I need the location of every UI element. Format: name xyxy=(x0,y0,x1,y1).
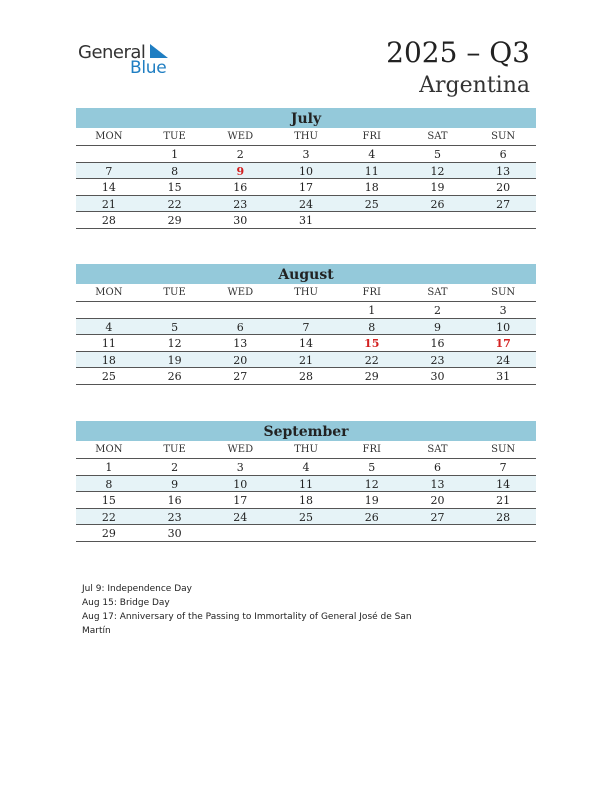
weekday-label: SAT xyxy=(427,444,448,455)
month-july xyxy=(76,108,536,229)
weekday-header-row xyxy=(76,441,536,459)
week-row xyxy=(76,179,536,196)
holiday-note: Aug 15: Bridge Day xyxy=(82,598,170,608)
generalblue-logo xyxy=(78,40,188,80)
weekday-header-row xyxy=(76,128,536,146)
weekday-label: SUN xyxy=(491,131,516,142)
day-cell: 13 xyxy=(233,337,248,350)
month-title: September xyxy=(76,421,536,441)
day-cell: 23 xyxy=(167,510,182,524)
day-cell: 20 xyxy=(496,181,511,194)
week-row xyxy=(76,509,536,526)
weekday-label: MON xyxy=(95,131,123,142)
weekday-label: SAT xyxy=(427,131,448,142)
holiday-day-cell: 9 xyxy=(236,164,245,178)
day-cell: 16 xyxy=(430,337,445,350)
day-cell: 4 xyxy=(368,148,376,161)
day-cell: 2 xyxy=(433,304,441,317)
day-cell: 1 xyxy=(105,461,113,474)
weekday-label: THU xyxy=(294,444,318,455)
day-cell: 26 xyxy=(430,197,445,211)
day-cell: 7 xyxy=(302,320,310,334)
weekday-label: FRI xyxy=(362,287,381,298)
day-cell: 13 xyxy=(430,477,445,491)
day-cell: 25 xyxy=(299,510,314,524)
day-cell: 11 xyxy=(101,337,116,350)
day-cell: 18 xyxy=(364,181,379,194)
day-cell: 12 xyxy=(167,337,182,350)
day-cell: 7 xyxy=(105,164,113,178)
week-row xyxy=(76,196,536,213)
day-cell: 19 xyxy=(167,353,182,367)
day-cell xyxy=(405,212,471,228)
day-cell: 8 xyxy=(105,477,113,491)
holiday-note: Jul 9: Independence Day xyxy=(82,584,192,594)
day-cell: 23 xyxy=(430,353,445,367)
day-cell: 15 xyxy=(101,494,116,507)
day-cell: 9 xyxy=(433,320,441,334)
holiday-day-cell: 15 xyxy=(364,337,380,350)
day-cell: 22 xyxy=(364,353,379,367)
weekday-label: MON xyxy=(95,444,123,455)
weekday-label: SUN xyxy=(491,287,516,298)
day-cell: 29 xyxy=(101,527,116,540)
day-cell: 28 xyxy=(299,370,314,383)
day-cell: 20 xyxy=(430,494,445,507)
weekday-label: THU xyxy=(294,287,318,298)
day-cell: 17 xyxy=(233,494,248,507)
day-cell: 10 xyxy=(233,477,248,491)
day-cell: 22 xyxy=(167,197,182,211)
day-cell xyxy=(76,302,142,318)
day-cell: 27 xyxy=(430,510,445,524)
day-cell xyxy=(142,302,208,318)
day-cell: 18 xyxy=(299,494,314,507)
day-cell: 17 xyxy=(299,181,314,194)
week-row xyxy=(76,319,536,336)
weekday-label: THU xyxy=(294,131,318,142)
month-title: August xyxy=(76,264,536,284)
day-cell xyxy=(339,525,405,541)
weekday-label: TUE xyxy=(163,131,186,142)
week-row xyxy=(76,476,536,493)
day-cell: 5 xyxy=(433,148,441,161)
day-cell xyxy=(405,525,471,541)
day-cell: 21 xyxy=(496,494,511,507)
day-cell: 21 xyxy=(299,353,314,367)
logo-text-general: General xyxy=(78,42,146,63)
day-cell: 10 xyxy=(496,320,511,334)
page-title: 2025 – Q3 xyxy=(386,36,530,69)
weekday-label: TUE xyxy=(163,444,186,455)
weekday-label: MON xyxy=(95,287,123,298)
day-cell: 27 xyxy=(233,370,248,383)
holiday-day-cell: 17 xyxy=(495,337,511,350)
day-cell: 30 xyxy=(430,370,445,383)
day-cell: 29 xyxy=(364,370,379,383)
day-cell: 14 xyxy=(101,181,116,194)
week-row xyxy=(76,352,536,369)
day-cell: 8 xyxy=(368,320,376,334)
day-cell: 26 xyxy=(364,510,379,524)
holiday-note: Aug 17: Anniversary of the Passing to Immortality of General José de San Martín xyxy=(82,612,412,636)
country-name: Argentina xyxy=(419,73,530,98)
day-cell: 1 xyxy=(171,148,179,161)
day-cell: 21 xyxy=(101,197,116,211)
day-cell: 30 xyxy=(233,214,248,227)
week-row xyxy=(76,163,536,180)
weekday-header-row xyxy=(76,284,536,302)
day-cell: 14 xyxy=(496,477,511,491)
day-cell xyxy=(273,302,339,318)
weekday-label: FRI xyxy=(362,444,381,455)
day-cell: 28 xyxy=(101,214,116,227)
day-cell: 31 xyxy=(496,370,511,383)
day-cell: 6 xyxy=(236,320,244,334)
month-august xyxy=(76,264,536,385)
day-cell: 5 xyxy=(171,320,179,334)
week-row xyxy=(76,368,536,385)
day-cell: 7 xyxy=(499,461,507,474)
day-cell: 31 xyxy=(299,214,314,227)
weekday-label: TUE xyxy=(163,287,186,298)
day-cell: 5 xyxy=(368,461,376,474)
day-cell xyxy=(76,146,142,162)
day-cell xyxy=(273,525,339,541)
day-cell: 11 xyxy=(364,164,379,178)
day-cell: 28 xyxy=(496,510,511,524)
day-cell: 24 xyxy=(496,353,511,367)
day-cell: 30 xyxy=(167,527,182,540)
day-cell: 29 xyxy=(167,214,182,227)
logo-text-blue: Blue xyxy=(130,58,167,78)
month-september xyxy=(76,421,536,542)
week-row xyxy=(76,459,536,476)
holiday-notes xyxy=(82,582,412,638)
week-row xyxy=(76,525,536,542)
week-row xyxy=(76,335,536,352)
day-cell: 16 xyxy=(233,181,248,194)
weekday-label: FRI xyxy=(362,131,381,142)
day-cell: 12 xyxy=(364,477,379,491)
day-cell xyxy=(207,525,273,541)
day-cell: 4 xyxy=(302,461,310,474)
day-cell xyxy=(207,302,273,318)
day-cell: 19 xyxy=(430,181,445,194)
day-cell: 26 xyxy=(167,370,182,383)
weekday-label: WED xyxy=(227,444,254,455)
day-cell: 24 xyxy=(233,510,248,524)
day-cell: 16 xyxy=(167,494,182,507)
day-cell: 2 xyxy=(171,461,179,474)
day-cell: 4 xyxy=(105,320,113,334)
day-cell: 22 xyxy=(101,510,116,524)
day-cell: 20 xyxy=(233,353,248,367)
day-cell: 25 xyxy=(364,197,379,211)
week-row xyxy=(76,302,536,319)
month-title: July xyxy=(76,108,536,128)
day-cell: 1 xyxy=(368,304,376,317)
day-cell: 27 xyxy=(496,197,511,211)
week-row xyxy=(76,146,536,163)
weekday-label: SAT xyxy=(427,287,448,298)
day-cell xyxy=(470,212,536,228)
day-cell: 10 xyxy=(299,164,314,178)
day-cell: 24 xyxy=(299,197,314,211)
day-cell: 14 xyxy=(299,337,314,350)
day-cell: 15 xyxy=(167,181,182,194)
day-cell: 6 xyxy=(433,461,441,474)
day-cell: 2 xyxy=(236,148,244,161)
day-cell: 19 xyxy=(364,494,379,507)
day-cell: 18 xyxy=(101,353,116,367)
day-cell: 3 xyxy=(499,304,507,317)
day-cell: 8 xyxy=(171,164,179,178)
day-cell: 11 xyxy=(299,477,314,491)
day-cell: 25 xyxy=(101,370,116,383)
day-cell: 12 xyxy=(430,164,445,178)
day-cell xyxy=(339,212,405,228)
weekday-label: WED xyxy=(227,287,254,298)
day-cell: 13 xyxy=(496,164,511,178)
day-cell: 3 xyxy=(302,148,310,161)
week-row xyxy=(76,212,536,229)
day-cell: 6 xyxy=(499,148,507,161)
week-row xyxy=(76,492,536,509)
day-cell: 23 xyxy=(233,197,248,211)
day-cell: 9 xyxy=(171,477,179,491)
day-cell xyxy=(470,525,536,541)
weekday-label: SUN xyxy=(491,444,516,455)
logo-triangle-icon xyxy=(150,44,168,58)
day-cell: 3 xyxy=(236,461,244,474)
weekday-label: WED xyxy=(227,131,254,142)
